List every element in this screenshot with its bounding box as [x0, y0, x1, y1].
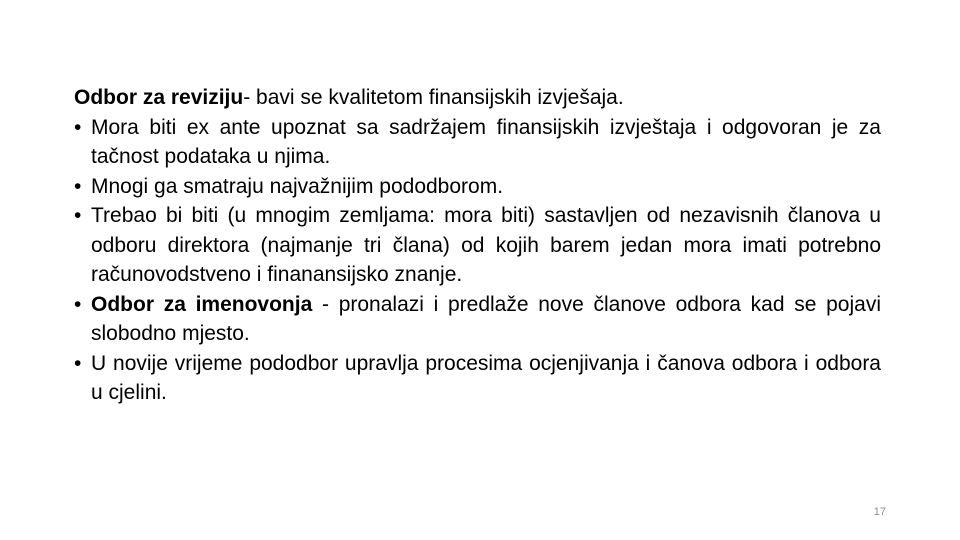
slide-content: [74, 83, 881, 408]
bullet-text: U novije vrijeme pododbor upravlja procesima ocjenjivanja i čanova odbora i odbora u cjelini.: [91, 351, 881, 404]
bullet-text: - pronalazi i predlaže nove članove odbora kad se pojavi slobodno mjesto.: [91, 292, 881, 345]
bullet-item-nomination-committee: [74, 290, 881, 349]
bullet-list: [74, 113, 881, 408]
nomination-committee-heading: Odbor za imenovonja: [91, 292, 313, 316]
page-number: 17: [873, 506, 886, 518]
bullet-text: Mnogi ga smatraju najvažnijim pododborom.: [91, 174, 504, 198]
bullet-text: Trebao bi biti (u mnogim zemljama: mora biti) sastavljen od nezavisnih članova u odboru direktora (najmanje tri člana) od kojih barem jedan mora imati potrebno računovodstveno i finanansijsko znanje.: [91, 204, 881, 286]
bullet-item-most-important: [74, 172, 881, 202]
bullet-item-composition: [74, 201, 881, 290]
bullet-text: Mora biti ex ante upoznat sa sadržajem finansijskih izvještaja i odgovoran je za tačnost podataka u njima.: [91, 115, 881, 168]
bullet-item-ex-ante: [74, 113, 881, 172]
audit-committee-heading: Odbor za reviziju: [74, 86, 244, 109]
bullet-item-evaluation: [74, 349, 881, 408]
intro-paragraph: [74, 83, 881, 113]
intro-text: - bavi se kvalitetom finansijskih izvješaja.: [243, 86, 624, 109]
